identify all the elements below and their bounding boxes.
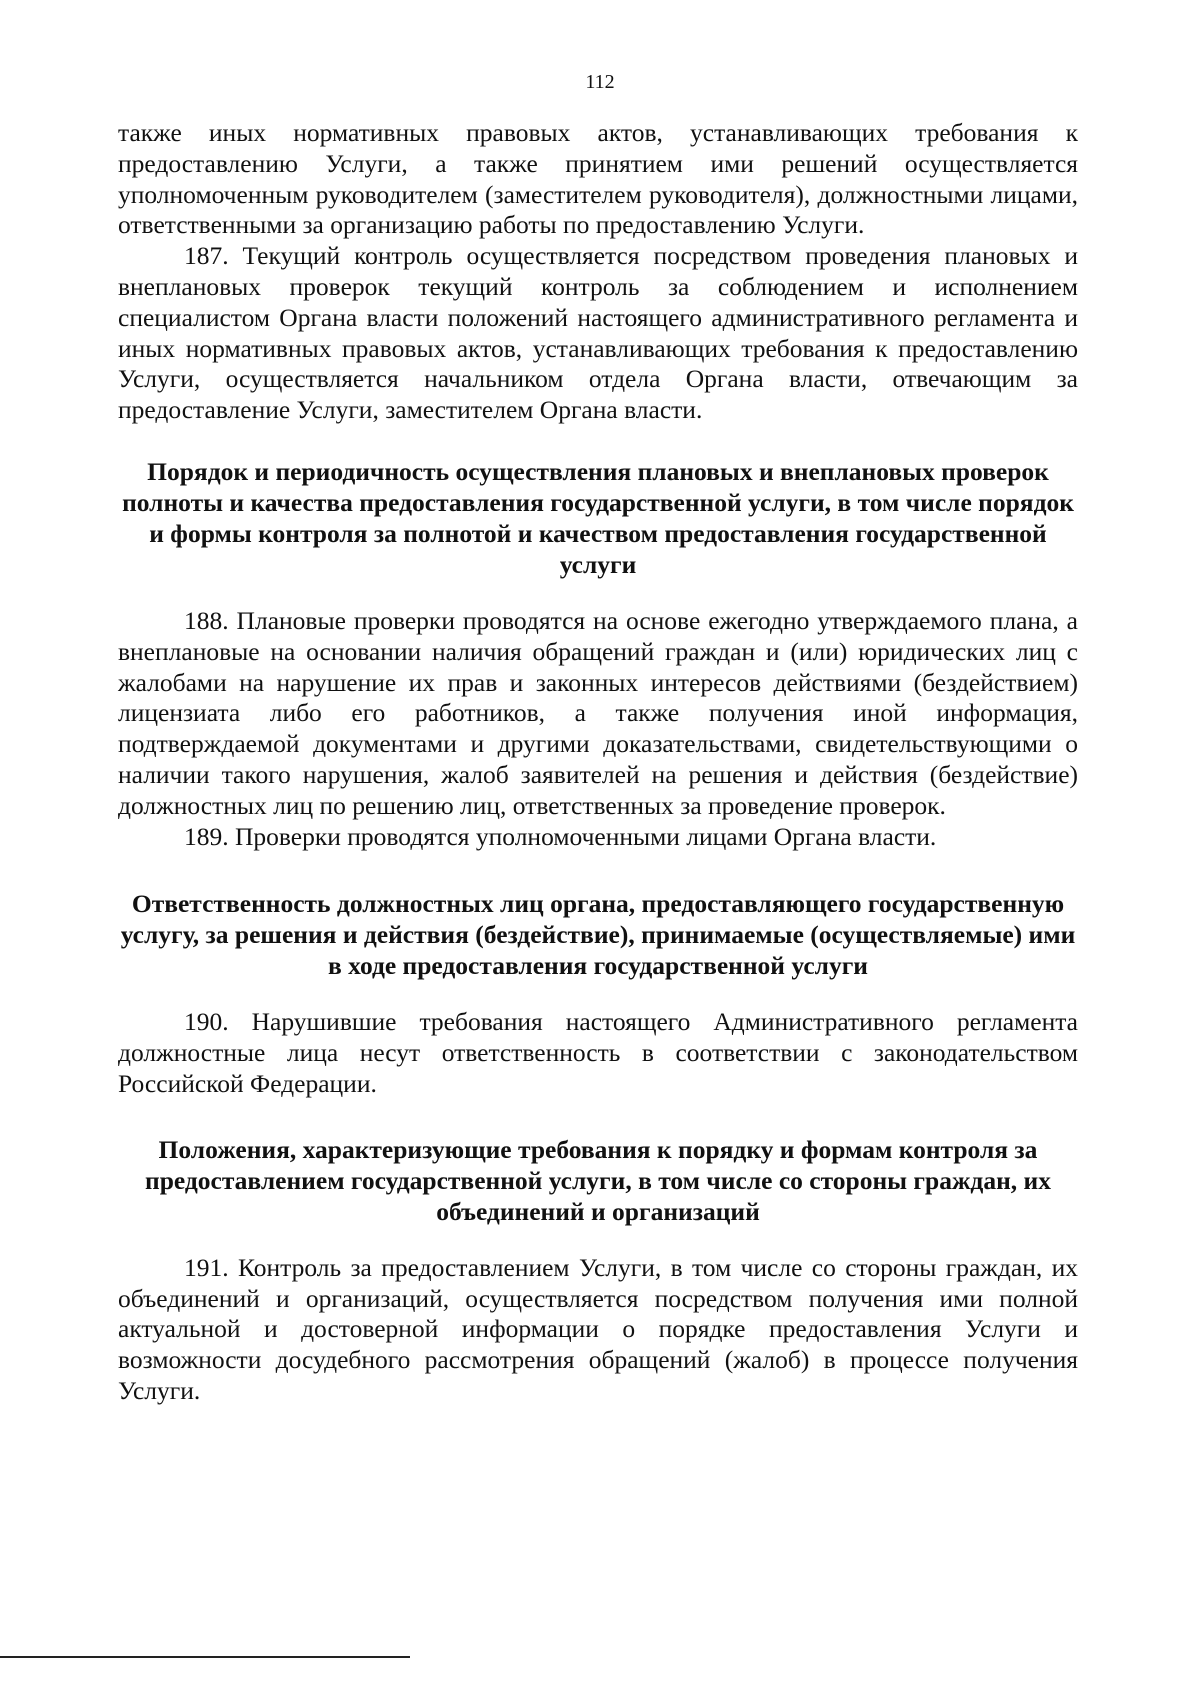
- paragraph-189: 189. Проверки проводятся уполномоченными лицами Органа власти.: [184, 821, 937, 851]
- paragraph-190: 190. Нарушившие требования настоящего Административного регламента должностные лица несут ответственность в соответствии с законодательством Российской Федерации.: [118, 1007, 1078, 1098]
- section-heading-inspections: Порядок и периодичность осуществления плановых и внеплановых проверок полноты и качества предоставления государственной услуги, в том числе порядок и формы контроля за полнотой и качеством предоставления государственной услуги: [122, 456, 1074, 579]
- paragraph-187: 187. Текущий контроль осуществляется посредством проведения плановых и внеплановых проверок текущий контроль за соблюдением и исполнением специалистом Органа власти положений настоящего административного регламента и иных нормативных правовых актов, устанавливающих требования к предоставлению Услуги, осуществляется начальником отдела Органа власти, отвечающим за предоставление Услуги, заместителем Органа власти.: [118, 241, 1078, 425]
- section-heading-control-requirements: Положения, характеризующие требования к порядку и формам контроля за предоставлением государственной услуги, в том числе со стороны граждан, их объединений и организаций: [145, 1134, 1051, 1226]
- page-number: 112: [585, 71, 615, 93]
- paragraph-continuation: также иных нормативных правовых актов, устанавливающих требования к предоставлению Услуги, а также принятием ими решений осуществляется уполномоченным руководителем (заместителем руководителя), должностными лицами, ответственными за организацию работы по предоставлению Услуги.: [118, 118, 1078, 240]
- section-heading-responsibility: Ответственность должностных лиц органа, предоставляющего государственную услугу, за решения и действия (бездействие), принимаемые (осуществляемые) ими в ходе предоставления государственной услуги: [120, 889, 1076, 981]
- page-body: [118, 118, 1078, 1407]
- paragraph-191: 191. Контроль за предоставлением Услуги, в том числе со стороны граждан, их объединений и организаций, осуществляется посредством получения ими полной актуальной и достоверной информации о порядке предоставления Услуги и возможности досудебного рассмотрения обращений (жалоб) в процессе получения Услуги.: [118, 1252, 1078, 1405]
- paragraph-188: 188. Плановые проверки проводятся на основе ежегодно утверждаемого плана, а внеплановые на основании наличия обращений граждан и (или) юридических лиц с жалобами на нарушение их прав и законных интересов действиями (бездействием) лицензиата либо его работников, а также получения иной информация, подтверждаемой документами и другими доказательствами, свидетельствующими о наличии такого нарушения, жалоб заявителей на решения и действия (бездействие) должностных лиц по решению лиц, ответственных за проведение проверок.: [118, 605, 1078, 820]
- footer-rule: [0, 1656, 410, 1658]
